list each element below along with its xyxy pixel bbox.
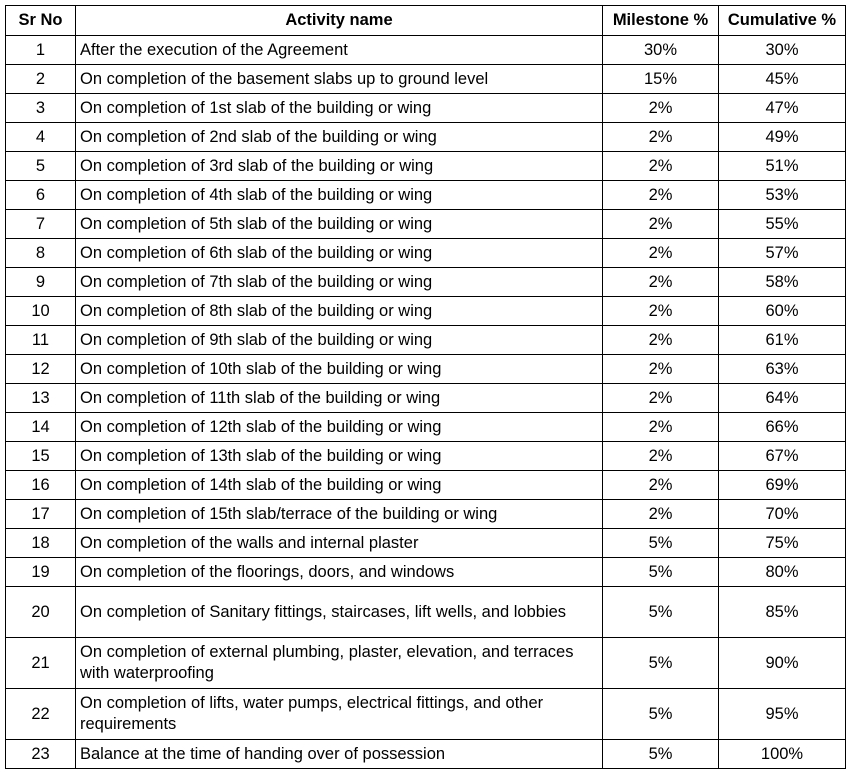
activity-name-cell: On completion of 7th slab of the building or wing (76, 268, 603, 297)
header-row (6, 6, 846, 36)
sr-no-cell: 22 (6, 689, 76, 740)
activity-name-cell: On completion of 8th slab of the building or wing (76, 297, 603, 326)
activity-name-cell: On completion of 4th slab of the building or wing (76, 181, 603, 210)
table-row (6, 558, 846, 587)
table-row (6, 181, 846, 210)
table-row (6, 94, 846, 123)
milestone-percent-cell: 5% (603, 740, 719, 769)
table-row (6, 413, 846, 442)
table-row (6, 529, 846, 558)
cumulative-percent-cell: 51% (719, 152, 846, 181)
cumulative-percent-cell: 60% (719, 297, 846, 326)
table-row (6, 638, 846, 689)
sr-no-cell: 12 (6, 355, 76, 384)
sr-no-cell: 18 (6, 529, 76, 558)
cumulative-percent-cell: 30% (719, 36, 846, 65)
milestone-percent-cell: 2% (603, 297, 719, 326)
cumulative-percent-cell: 53% (719, 181, 846, 210)
payment-schedule-table (5, 5, 846, 769)
cumulative-percent-cell: 70% (719, 500, 846, 529)
sr-no-cell: 6 (6, 181, 76, 210)
sr-no-cell: 1 (6, 36, 76, 65)
activity-name-cell: Balance at the time of handing over of possession (76, 740, 603, 769)
milestone-percent-cell: 5% (603, 638, 719, 689)
activity-name-cell: On completion of 13th slab of the building or wing (76, 442, 603, 471)
activity-name-cell: On completion of 14th slab of the building or wing (76, 471, 603, 500)
cumulative-percent-cell: 69% (719, 471, 846, 500)
table-header (6, 6, 846, 36)
sr-no-cell: 7 (6, 210, 76, 239)
milestone-percent-cell: 2% (603, 181, 719, 210)
table-row (6, 297, 846, 326)
milestone-percent-cell: 2% (603, 471, 719, 500)
milestone-percent-cell: 5% (603, 529, 719, 558)
activity-name-cell: On completion of 5th slab of the building or wing (76, 210, 603, 239)
cumulative-percent-cell: 55% (719, 210, 846, 239)
table-row (6, 740, 846, 769)
table-row (6, 326, 846, 355)
table-row (6, 442, 846, 471)
sr-no-cell: 9 (6, 268, 76, 297)
sr-no-cell: 4 (6, 123, 76, 152)
sr-no-cell: 19 (6, 558, 76, 587)
activity-name-cell: On completion of the walls and internal plaster (76, 529, 603, 558)
milestone-percent-cell: 2% (603, 123, 719, 152)
sr-no-cell: 23 (6, 740, 76, 769)
cumulative-percent-cell: 57% (719, 239, 846, 268)
table-row (6, 268, 846, 297)
cumulative-percent-cell: 58% (719, 268, 846, 297)
header-sr-no: Sr No (6, 6, 76, 36)
cumulative-percent-cell: 95% (719, 689, 846, 740)
milestone-percent-cell: 5% (603, 587, 719, 638)
activity-name-cell: On completion of the floorings, doors, and windows (76, 558, 603, 587)
milestone-percent-cell: 15% (603, 65, 719, 94)
milestone-percent-cell: 2% (603, 500, 719, 529)
cumulative-percent-cell: 67% (719, 442, 846, 471)
table-body (6, 36, 846, 769)
milestone-percent-cell: 2% (603, 268, 719, 297)
table-row (6, 36, 846, 65)
table-row (6, 500, 846, 529)
cumulative-percent-cell: 63% (719, 355, 846, 384)
cumulative-percent-cell: 100% (719, 740, 846, 769)
sr-no-cell: 13 (6, 384, 76, 413)
table-row (6, 123, 846, 152)
milestone-percent-cell: 2% (603, 152, 719, 181)
activity-name-cell: On completion of Sanitary fittings, staircases, lift wells, and lobbies (76, 587, 603, 638)
table-row (6, 210, 846, 239)
activity-name-cell: After the execution of the Agreement (76, 36, 603, 65)
cumulative-percent-cell: 80% (719, 558, 846, 587)
cumulative-percent-cell: 47% (719, 94, 846, 123)
table-row (6, 384, 846, 413)
sr-no-cell: 20 (6, 587, 76, 638)
sr-no-cell: 5 (6, 152, 76, 181)
activity-name-cell: On completion of external plumbing, plaster, elevation, and terraces with waterproofing (76, 638, 603, 689)
sr-no-cell: 17 (6, 500, 76, 529)
cumulative-percent-cell: 49% (719, 123, 846, 152)
cumulative-percent-cell: 66% (719, 413, 846, 442)
milestone-percent-cell: 2% (603, 326, 719, 355)
milestone-percent-cell: 2% (603, 239, 719, 268)
milestone-percent-cell: 30% (603, 36, 719, 65)
milestone-percent-cell: 2% (603, 210, 719, 239)
activity-name-cell: On completion of lifts, water pumps, electrical fittings, and other requirements (76, 689, 603, 740)
cumulative-percent-cell: 64% (719, 384, 846, 413)
sr-no-cell: 3 (6, 94, 76, 123)
milestone-percent-cell: 2% (603, 413, 719, 442)
activity-name-cell: On completion of 1st slab of the building or wing (76, 94, 603, 123)
table-row (6, 689, 846, 740)
header-activity-name: Activity name (76, 6, 603, 36)
table-row (6, 65, 846, 94)
sr-no-cell: 21 (6, 638, 76, 689)
milestone-percent-cell: 5% (603, 558, 719, 587)
table-row (6, 355, 846, 384)
header-cumulative-percent: Cumulative % (719, 6, 846, 36)
cumulative-percent-cell: 61% (719, 326, 846, 355)
activity-name-cell: On completion of 9th slab of the building or wing (76, 326, 603, 355)
activity-name-cell: On completion of 12th slab of the building or wing (76, 413, 603, 442)
cumulative-percent-cell: 90% (719, 638, 846, 689)
milestone-percent-cell: 2% (603, 94, 719, 123)
milestone-percent-cell: 2% (603, 384, 719, 413)
milestone-percent-cell: 2% (603, 355, 719, 384)
milestone-percent-cell: 5% (603, 689, 719, 740)
table-row (6, 239, 846, 268)
activity-name-cell: On completion of 6th slab of the building or wing (76, 239, 603, 268)
activity-name-cell: On completion of 10th slab of the building or wing (76, 355, 603, 384)
table-row (6, 152, 846, 181)
sr-no-cell: 8 (6, 239, 76, 268)
sr-no-cell: 15 (6, 442, 76, 471)
sr-no-cell: 2 (6, 65, 76, 94)
sr-no-cell: 16 (6, 471, 76, 500)
sr-no-cell: 11 (6, 326, 76, 355)
sr-no-cell: 14 (6, 413, 76, 442)
milestone-percent-cell: 2% (603, 442, 719, 471)
activity-name-cell: On completion of 3rd slab of the building or wing (76, 152, 603, 181)
activity-name-cell: On completion of the basement slabs up to ground level (76, 65, 603, 94)
activity-name-cell: On completion of 2nd slab of the building or wing (76, 123, 603, 152)
cumulative-percent-cell: 75% (719, 529, 846, 558)
table-row (6, 471, 846, 500)
activity-name-cell: On completion of 15th slab/terrace of the building or wing (76, 500, 603, 529)
cumulative-percent-cell: 85% (719, 587, 846, 638)
header-milestone-percent: Milestone % (603, 6, 719, 36)
cumulative-percent-cell: 45% (719, 65, 846, 94)
table-row (6, 587, 846, 638)
activity-name-cell: On completion of 11th slab of the building or wing (76, 384, 603, 413)
sr-no-cell: 10 (6, 297, 76, 326)
